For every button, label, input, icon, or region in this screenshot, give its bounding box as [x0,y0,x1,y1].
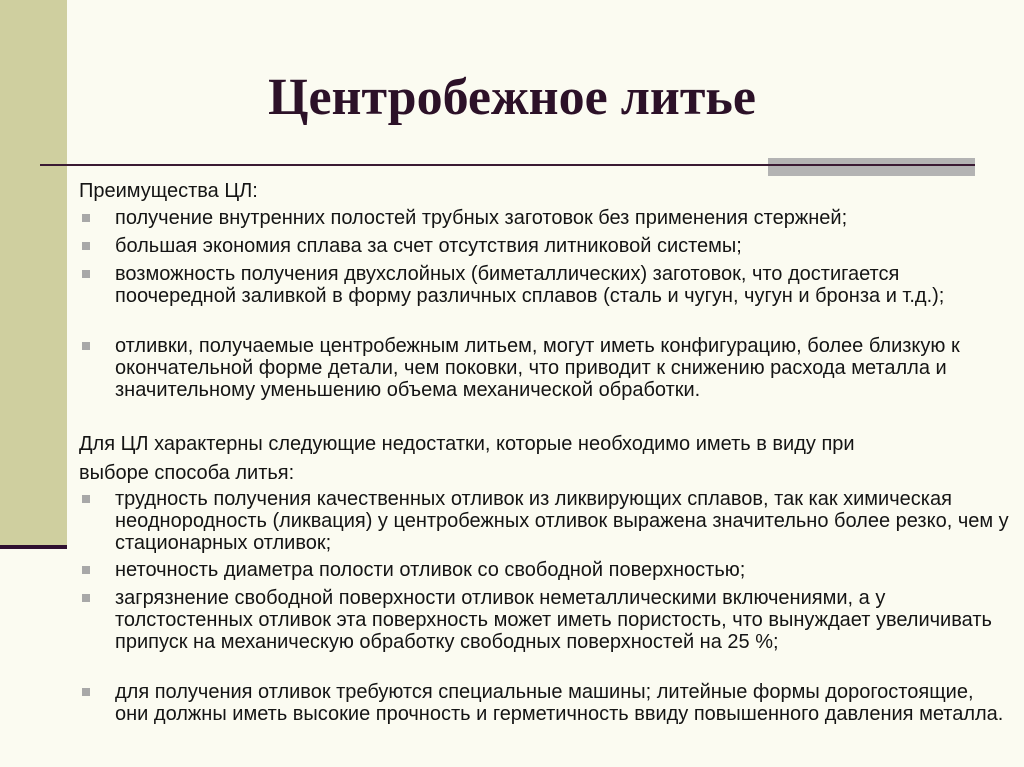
square-bullet-icon [82,342,90,350]
disadvantage-item-2: неточность диаметра полости отливок со свободной поверхностью; [115,559,746,581]
square-bullet-icon [82,594,90,602]
disadvantage-item-1: трудность получения качественных отливок из ликвирующих сплавов, так как химическая неоднородность (ликвация) у центробежных отливок выражена значительно более резко, чем у стационарных отливок; [115,488,1009,554]
slide-title: Центробежное литье [268,69,756,126]
disadvantage-item-3: загрязнение свободной поверхности отливок неметаллическими включениями, а у толстостенных отливок эта поверхность может иметь пористость, что вынуждает увеличивать припуск на механическую обработку свободных поверхностей на 25 %; [115,587,992,653]
disadvantages-heading-line-1: Для ЦЛ характерны следующие недостатки, которые необходимо иметь в виду при [79,433,855,455]
advantage-item-4: отливки, получаемые центробежным литьем, могут иметь конфигурацию, более близкую к окончательной форме детали, чем поковки, что приводит к снижению расхода металла и значительному уменьшению объема механической обработки. [115,335,960,401]
advantage-item-2: большая экономия сплава за счет отсутствия литниковой системы; [115,235,742,257]
square-bullet-icon [82,688,90,696]
square-bullet-icon [82,566,90,574]
advantage-item-1: получение внутренних полостей трубных заготовок без применения стержней; [115,207,848,229]
advantage-item-3: возможность получения двухслойных (биметаллических) заготовок, что достигается поочередной заливкой в форму различных сплавов (сталь и чугун, чугун и бронза и т.д.); [115,263,945,307]
square-bullet-icon [82,242,90,250]
square-bullet-icon [82,495,90,503]
square-bullet-icon [82,214,90,222]
disadvantages-heading-line-2: выборе способа литья: [79,462,295,484]
advantages-heading: Преимущества ЦЛ: [79,180,258,202]
square-bullet-icon [82,270,90,278]
disadvantage-item-4: для получения отливок требуются специальные машины; литейные формы дорогостоящие, они должны иметь высокие прочность и герметичность ввиду повышенного давления металла. [115,681,1004,725]
